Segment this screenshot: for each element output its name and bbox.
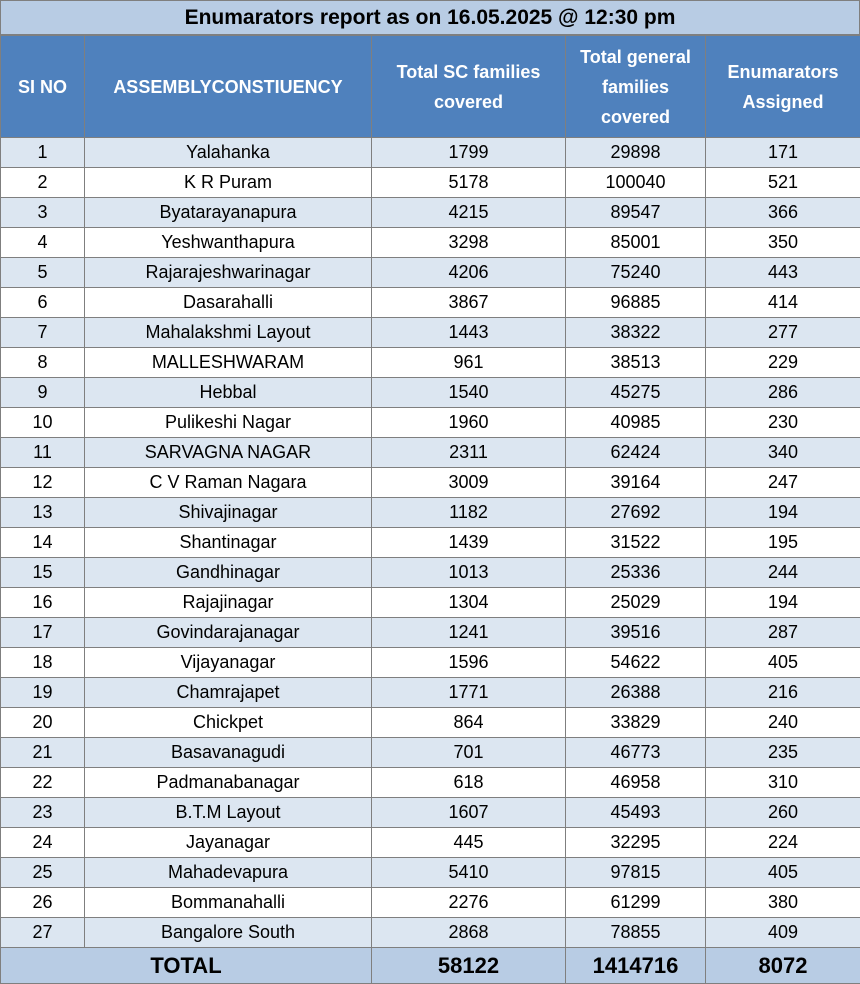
table-row (1, 438, 860, 468)
cell-si-no: 23 (1, 798, 85, 828)
cell-sc-families: 3298 (372, 228, 566, 258)
cell-assembly-constituency: Rajarajeshwarinagar (85, 258, 372, 288)
total-sc-families: 58122 (372, 948, 566, 984)
table-row (1, 858, 860, 888)
cell-enumarators: 405 (706, 858, 860, 888)
table-row (1, 468, 860, 498)
cell-si-no: 20 (1, 708, 85, 738)
enumerators-table (0, 35, 860, 984)
cell-general-families: 96885 (566, 288, 706, 318)
header-assembly-constituency: ASSEMBLYCONSTIUENCY (85, 36, 372, 138)
table-row (1, 648, 860, 678)
cell-sc-families: 3009 (372, 468, 566, 498)
cell-assembly-constituency: Chickpet (85, 708, 372, 738)
cell-sc-families: 961 (372, 348, 566, 378)
cell-si-no: 25 (1, 858, 85, 888)
cell-assembly-constituency: Dasarahalli (85, 288, 372, 318)
cell-general-families: 40985 (566, 408, 706, 438)
cell-assembly-constituency: Rajajinagar (85, 588, 372, 618)
cell-sc-families: 1960 (372, 408, 566, 438)
cell-general-families: 26388 (566, 678, 706, 708)
cell-general-families: 25336 (566, 558, 706, 588)
cell-si-no: 24 (1, 828, 85, 858)
cell-si-no: 14 (1, 528, 85, 558)
cell-enumarators: 409 (706, 918, 860, 948)
cell-assembly-constituency: Mahalakshmi Layout (85, 318, 372, 348)
cell-assembly-constituency: Yalahanka (85, 138, 372, 168)
cell-si-no: 11 (1, 438, 85, 468)
cell-sc-families: 4215 (372, 198, 566, 228)
cell-general-families: 46958 (566, 768, 706, 798)
table-row (1, 828, 860, 858)
cell-sc-families: 1443 (372, 318, 566, 348)
cell-general-families: 45275 (566, 378, 706, 408)
cell-sc-families: 864 (372, 708, 566, 738)
cell-enumarators: 240 (706, 708, 860, 738)
cell-assembly-constituency: Jayanagar (85, 828, 372, 858)
cell-general-families: 46773 (566, 738, 706, 768)
table-row (1, 138, 860, 168)
cell-si-no: 10 (1, 408, 85, 438)
cell-assembly-constituency: Bangalore South (85, 918, 372, 948)
cell-assembly-constituency: K R Puram (85, 168, 372, 198)
cell-si-no: 22 (1, 768, 85, 798)
cell-general-families: 31522 (566, 528, 706, 558)
cell-assembly-constituency: Chamrajapet (85, 678, 372, 708)
table-row (1, 228, 860, 258)
table-row (1, 798, 860, 828)
cell-general-families: 97815 (566, 858, 706, 888)
cell-assembly-constituency: C V Raman Nagara (85, 468, 372, 498)
cell-sc-families: 445 (372, 828, 566, 858)
cell-si-no: 7 (1, 318, 85, 348)
table-row (1, 198, 860, 228)
cell-si-no: 21 (1, 738, 85, 768)
cell-si-no: 26 (1, 888, 85, 918)
cell-enumarators: 310 (706, 768, 860, 798)
table-row (1, 378, 860, 408)
cell-sc-families: 4206 (372, 258, 566, 288)
table-row (1, 498, 860, 528)
cell-general-families: 38513 (566, 348, 706, 378)
table-row (1, 408, 860, 438)
cell-assembly-constituency: MALLESHWARAM (85, 348, 372, 378)
cell-assembly-constituency: Bommanahalli (85, 888, 372, 918)
table-row (1, 678, 860, 708)
cell-si-no: 16 (1, 588, 85, 618)
cell-sc-families: 5178 (372, 168, 566, 198)
cell-sc-families: 1771 (372, 678, 566, 708)
cell-sc-families: 1607 (372, 798, 566, 828)
cell-assembly-constituency: Pulikeshi Nagar (85, 408, 372, 438)
cell-general-families: 27692 (566, 498, 706, 528)
total-general-families: 1414716 (566, 948, 706, 984)
cell-sc-families: 2311 (372, 438, 566, 468)
cell-sc-families: 5410 (372, 858, 566, 888)
table-row (1, 558, 860, 588)
cell-assembly-constituency: Govindarajanagar (85, 618, 372, 648)
cell-sc-families: 2276 (372, 888, 566, 918)
cell-assembly-constituency: Gandhinagar (85, 558, 372, 588)
cell-si-no: 5 (1, 258, 85, 288)
cell-assembly-constituency: Basavanagudi (85, 738, 372, 768)
cell-si-no: 27 (1, 918, 85, 948)
cell-enumarators: 229 (706, 348, 860, 378)
cell-enumarators: 340 (706, 438, 860, 468)
cell-sc-families: 701 (372, 738, 566, 768)
cell-enumarators: 224 (706, 828, 860, 858)
cell-sc-families: 1596 (372, 648, 566, 678)
cell-si-no: 2 (1, 168, 85, 198)
cell-enumarators: 287 (706, 618, 860, 648)
cell-general-families: 62424 (566, 438, 706, 468)
table-row (1, 348, 860, 378)
cell-si-no: 12 (1, 468, 85, 498)
cell-general-families: 33829 (566, 708, 706, 738)
cell-enumarators: 244 (706, 558, 860, 588)
cell-general-families: 39516 (566, 618, 706, 648)
cell-sc-families: 1439 (372, 528, 566, 558)
cell-general-families: 38322 (566, 318, 706, 348)
cell-enumarators: 405 (706, 648, 860, 678)
cell-general-families: 32295 (566, 828, 706, 858)
total-enumarators: 8072 (706, 948, 860, 984)
cell-si-no: 13 (1, 498, 85, 528)
table-row (1, 918, 860, 948)
cell-si-no: 8 (1, 348, 85, 378)
table-row (1, 708, 860, 738)
cell-si-no: 15 (1, 558, 85, 588)
cell-assembly-constituency: Shivajinagar (85, 498, 372, 528)
cell-assembly-constituency: Vijayanagar (85, 648, 372, 678)
cell-assembly-constituency: Hebbal (85, 378, 372, 408)
cell-general-families: 54622 (566, 648, 706, 678)
report-title: Enumarators report as on 16.05.2025 @ 12:30 pm (0, 0, 860, 35)
cell-enumarators: 195 (706, 528, 860, 558)
cell-enumarators: 260 (706, 798, 860, 828)
header-total-general-families: Total general families covered (566, 36, 706, 138)
table-row (1, 258, 860, 288)
cell-assembly-constituency: Byatarayanapura (85, 198, 372, 228)
total-label: TOTAL (1, 948, 372, 984)
header-enumarators-assigned: Enumarators Assigned (706, 36, 860, 138)
cell-general-families: 78855 (566, 918, 706, 948)
cell-general-families: 25029 (566, 588, 706, 618)
cell-si-no: 18 (1, 648, 85, 678)
cell-si-no: 9 (1, 378, 85, 408)
cell-enumarators: 286 (706, 378, 860, 408)
cell-si-no: 3 (1, 198, 85, 228)
cell-enumarators: 414 (706, 288, 860, 318)
cell-si-no: 4 (1, 228, 85, 258)
cell-enumarators: 443 (706, 258, 860, 288)
cell-sc-families: 1304 (372, 588, 566, 618)
table-row (1, 288, 860, 318)
cell-general-families: 39164 (566, 468, 706, 498)
cell-assembly-constituency: Mahadevapura (85, 858, 372, 888)
table-row (1, 168, 860, 198)
cell-enumarators: 247 (706, 468, 860, 498)
cell-assembly-constituency: B.T.M Layout (85, 798, 372, 828)
cell-general-families: 89547 (566, 198, 706, 228)
table-row (1, 888, 860, 918)
cell-sc-families: 2868 (372, 918, 566, 948)
cell-general-families: 85001 (566, 228, 706, 258)
table-row (1, 318, 860, 348)
cell-enumarators: 194 (706, 588, 860, 618)
cell-sc-families: 1799 (372, 138, 566, 168)
cell-sc-families: 1013 (372, 558, 566, 588)
table-row (1, 618, 860, 648)
cell-general-families: 61299 (566, 888, 706, 918)
header-row (1, 36, 860, 138)
total-row (1, 948, 860, 984)
cell-assembly-constituency: SARVAGNA NAGAR (85, 438, 372, 468)
cell-sc-families: 618 (372, 768, 566, 798)
cell-si-no: 17 (1, 618, 85, 648)
header-si-no: SI NO (1, 36, 85, 138)
cell-sc-families: 3867 (372, 288, 566, 318)
cell-enumarators: 171 (706, 138, 860, 168)
cell-general-families: 45493 (566, 798, 706, 828)
cell-sc-families: 1241 (372, 618, 566, 648)
cell-general-families: 100040 (566, 168, 706, 198)
cell-enumarators: 277 (706, 318, 860, 348)
cell-enumarators: 366 (706, 198, 860, 228)
cell-general-families: 29898 (566, 138, 706, 168)
cell-enumarators: 350 (706, 228, 860, 258)
cell-enumarators: 230 (706, 408, 860, 438)
cell-enumarators: 216 (706, 678, 860, 708)
cell-general-families: 75240 (566, 258, 706, 288)
cell-enumarators: 380 (706, 888, 860, 918)
cell-si-no: 1 (1, 138, 85, 168)
header-total-sc-families: Total SC families covered (372, 36, 566, 138)
cell-assembly-constituency: Yeshwanthapura (85, 228, 372, 258)
table-row (1, 528, 860, 558)
cell-enumarators: 235 (706, 738, 860, 768)
cell-enumarators: 521 (706, 168, 860, 198)
cell-assembly-constituency: Shantinagar (85, 528, 372, 558)
cell-si-no: 6 (1, 288, 85, 318)
cell-assembly-constituency: Padmanabanagar (85, 768, 372, 798)
cell-si-no: 19 (1, 678, 85, 708)
table-row (1, 588, 860, 618)
table-row (1, 738, 860, 768)
table-body (1, 138, 860, 948)
cell-sc-families: 1540 (372, 378, 566, 408)
cell-enumarators: 194 (706, 498, 860, 528)
cell-sc-families: 1182 (372, 498, 566, 528)
table-row (1, 768, 860, 798)
